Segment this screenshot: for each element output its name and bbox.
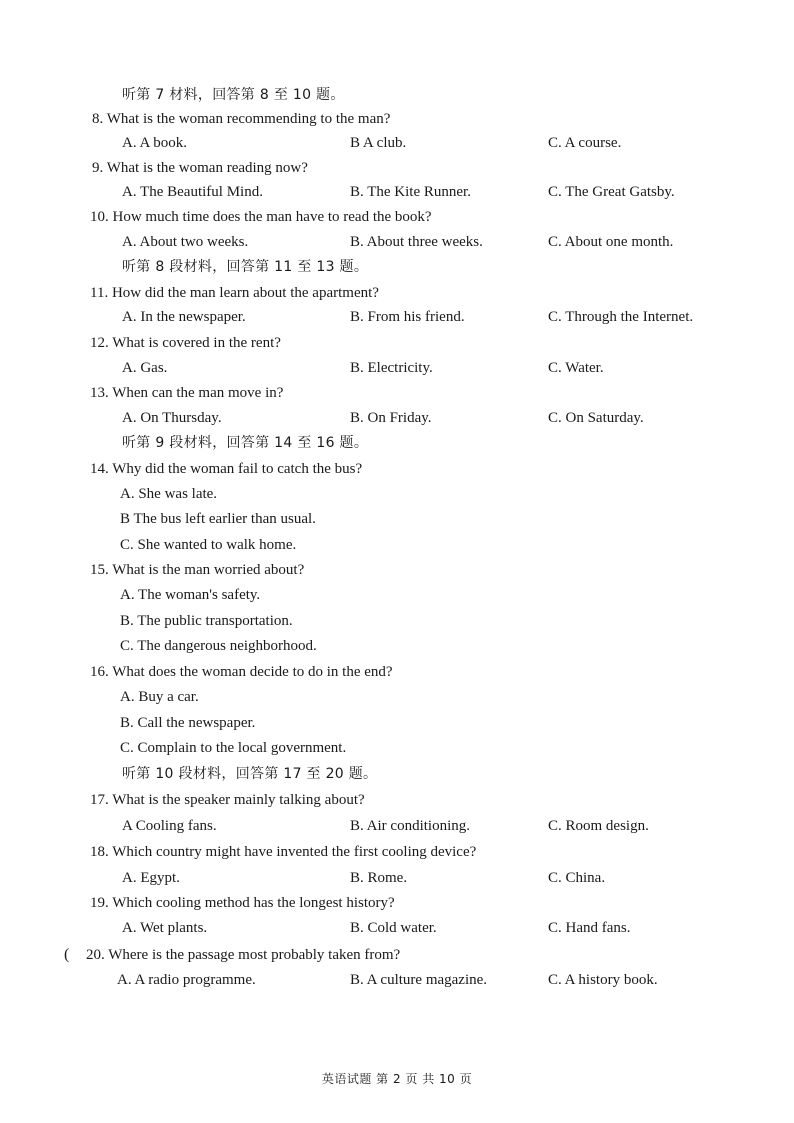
option-a: A. About two weeks. [122,234,249,250]
option-b: B. The public transportation. [120,613,293,629]
option-a: A. Buy a car. [120,689,199,705]
question-13: 13. When can the man move in? [90,385,284,401]
option-c: C. On Saturday. [548,410,644,426]
option-c: C. Through the Internet. [548,309,694,325]
option-b: B. The Kite Runner. [350,184,471,200]
question-18: 18. Which country might have invented the first cooling device? [90,844,477,860]
option-a: A. The Beautiful Mind. [122,184,263,200]
options-row-8 [0,132,794,154]
options-row-9 [0,181,794,203]
option-a: A. She was late. [120,486,218,502]
option-c: C. She wanted to walk home. [120,537,297,553]
option-b: B The bus left earlier than usual. [120,511,316,527]
options-row-11 [0,306,794,328]
option-a: A. Wet plants. [122,920,208,936]
option-b: B. Air conditioning. [350,818,470,834]
question-15: 15. What is the man worried about? [90,562,305,578]
option-b: B. From his friend. [350,309,465,325]
section-heading: 听第 10 段材料，回答第 17 至 20 题。 [122,766,378,782]
page-footer: 英语试题 第 2 页 共 10 页 [321,1072,473,1086]
options-row-18 [0,867,794,889]
options-row-19 [0,917,794,939]
question-9: 9. What is the woman reading now? [92,160,308,176]
option-a: A. Gas. [122,360,168,376]
option-b: B. Electricity. [350,360,433,376]
option-a: A. A book. [122,135,188,151]
option-b: B. Cold water. [350,920,437,936]
option-a: A. A radio programme. [117,972,256,988]
option-c: C. About one month. [548,234,674,250]
option-a: A. On Thursday. [122,410,222,426]
question-19: 19. Which cooling method has the longest history? [90,895,395,911]
option-a: A Cooling fans. [122,818,217,834]
option-c: C. Room design. [548,818,649,834]
option-c: C. China. [548,870,606,886]
section-heading: 听第 9 段材料，回答第 14 至 16 题。 [122,435,369,451]
question-10: 10. How much time does the man have to read the book? [90,209,432,225]
option-a: A. The woman's safety. [120,587,261,603]
option-b: B. About three weeks. [350,234,483,250]
option-c: C. Water. [548,360,604,376]
question-12: 12. What is covered in the rent? [90,335,281,351]
section-heading: 听第 7 材料，回答第 8 至 10 题。 [122,87,345,103]
option-b: B A club. [350,135,407,151]
section-heading: 听第 8 段材料，回答第 11 至 13 题。 [122,259,369,275]
option-b: B. Rome. [350,870,408,886]
options-row-17 [0,815,794,837]
option-a: A. In the newspaper. [122,309,246,325]
option-c: C. Hand fans. [548,920,631,936]
option-c: C. The dangerous neighborhood. [120,638,317,654]
question-17: 17. What is the speaker mainly talking about? [90,792,365,808]
question-20: 20. Where is the passage most probably taken from? [86,947,401,963]
option-c: C. A course. [548,135,622,151]
margin-mark: ( [64,946,70,963]
question-16: 16. What does the woman decide to do in the end? [90,664,393,680]
option-c: C. A history book. [548,972,658,988]
option-b: B. A culture magazine. [350,972,488,988]
question-8: 8. What is the woman recommending to the man? [92,111,391,127]
question-14: 14. Why did the woman fail to catch the bus? [90,461,363,477]
options-row-10 [0,231,794,253]
option-b: B. Call the newspaper. [120,715,256,731]
options-row-12 [0,357,794,379]
option-a: A. Egypt. [122,870,180,886]
option-c: C. The Great Gatsby. [548,184,675,200]
options-row-20 [0,969,794,991]
question-11: 11. How did the man learn about the apartment? [90,285,379,301]
option-b: B. On Friday. [350,410,432,426]
option-c: C. Complain to the local government. [120,740,347,756]
options-row-13 [0,407,794,429]
